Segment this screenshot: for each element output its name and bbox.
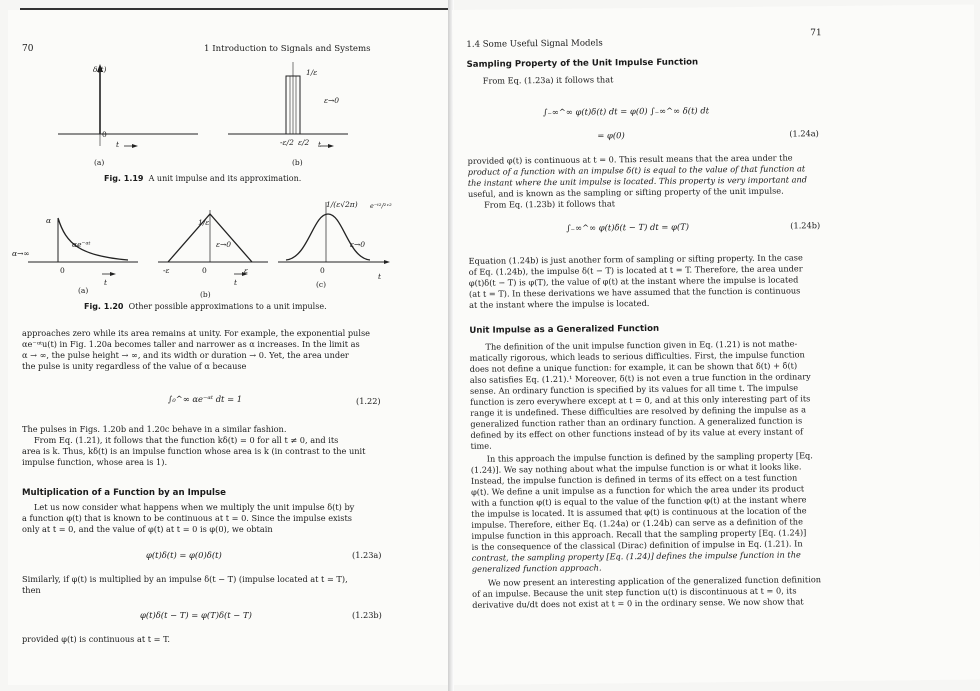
paragraph-line: a function φ(t) that is known to be continuous at t = 0. Since the impulse exists bbox=[22, 513, 352, 523]
subfig-label-b: (b) bbox=[292, 158, 303, 167]
running-head: 1 Introduction to Signals and Systems bbox=[204, 44, 371, 54]
paragraph-line: (at t = T). In these derivations we have assumed that the function is continuous bbox=[468, 285, 801, 299]
paragraph-line: From Eq. (1.21), it follows that the function kδ(t) = 0 for all t ≠ 0, and its bbox=[34, 435, 339, 445]
paragraph-line: at the instant where the impulse is located. bbox=[469, 297, 650, 310]
fig119-a bbox=[58, 64, 198, 148]
t-label: t bbox=[234, 278, 238, 287]
paragraph-line: φ(t)δ(t − T) is φ(T), the value of φ(t) at the instant where the impulse is located bbox=[468, 274, 799, 288]
zero-label: 0 bbox=[102, 130, 107, 139]
equation-1-23a: φ(t)δ(t) = φ(0)δ(t) bbox=[146, 550, 222, 560]
paragraph-line: We now present an interesting application of the generalized function definition bbox=[487, 574, 822, 588]
t-label: t bbox=[318, 140, 322, 149]
t-label: t bbox=[104, 278, 108, 287]
equation-number: (1.22) bbox=[356, 396, 381, 406]
paragraph-line: product of a function with an impulse δ(t) is equal to the value of that function at bbox=[467, 163, 806, 177]
gaussian-height-label: 1/(ε√2π) bbox=[326, 200, 358, 209]
equation-number: (1.23a) bbox=[352, 550, 382, 560]
fig120-c bbox=[278, 202, 390, 264]
paragraph-line: then bbox=[22, 585, 41, 595]
paragraph-line: From Eq. (1.23a) it follows that bbox=[482, 74, 614, 86]
paragraph-line: contrast, the sampling property [Eq. (1.24)] defines the impulse function in the bbox=[471, 549, 801, 563]
paragraph-line: αe⁻ᵅᵗu(t) in Fig. 1.20a becomes taller and narrower as α increases. In the limit as bbox=[22, 339, 360, 349]
page-number: 71 bbox=[810, 28, 822, 39]
paragraph-line: derivative du/dt does not exist at t = 0 in the ordinary sense. We now show that bbox=[472, 596, 804, 610]
paragraph-line: provided φ(t) is continuous at t = T. bbox=[22, 634, 170, 644]
height-label: 1/ε bbox=[198, 218, 210, 227]
paragraph-line: Equation (1.24b) is just another form of sampling or sifting property. In the case bbox=[468, 252, 803, 266]
epsilon-arrow-label: ε→0 bbox=[324, 96, 340, 105]
gaussian-exp-label: e⁻ᵗ²/²ᵋ² bbox=[370, 202, 392, 210]
paragraph-line: only at t = 0, and the value of φ(t) at t = 0 is φ(0), we obtain bbox=[22, 524, 273, 534]
zero-label: 0 bbox=[60, 266, 65, 275]
equation-1-22: ∫₀^∞ αe⁻ᵅᵗ dt = 1 bbox=[168, 394, 243, 404]
paragraph-line: generalized function approach. bbox=[471, 562, 602, 574]
paragraph-line: is the consequence of the classical (Dirac) definition of impulse in Eq. (1.21). In bbox=[471, 538, 803, 552]
equation-number: (1.23b) bbox=[352, 610, 382, 620]
paragraph-line: Instead, the impulse function is defined in terms of its effect on a test function bbox=[470, 472, 798, 486]
paragraph-line: defined by its effect on other functions instead of by its value at every instant of bbox=[470, 426, 804, 440]
t-label: t bbox=[378, 272, 382, 281]
paragraph-line: function is zero everywhere except at t = 0, and at this only interesting part of its bbox=[470, 393, 811, 407]
paragraph-line: also satisfies Eq. (1.21).¹ Moreover, δ(t) is not even a true function in the ordinary bbox=[469, 371, 811, 385]
paragraph-line: matically rigorous, which leads to serious difficulties. First, the impulse function bbox=[469, 349, 805, 363]
paragraph-line: the instant where the unit impulse is located. This property is very important and bbox=[467, 174, 808, 188]
paragraph-line: The definition of the unit impulse function given in Eq. (1.21) is not mathe- bbox=[485, 338, 798, 352]
right-page bbox=[452, 5, 980, 685]
paragraph-line: φ(t). We define a unit impulse as a function for which the area under its product bbox=[470, 483, 805, 497]
page-number: 70 bbox=[22, 44, 34, 54]
left-page bbox=[8, 10, 470, 685]
section-heading: Unit Impulse as a Generalized Function bbox=[469, 323, 660, 336]
subfig-label-a: (a) bbox=[78, 286, 89, 295]
neg-epsilon-label: -ε bbox=[163, 266, 170, 275]
equation-number: (1.24a) bbox=[789, 128, 819, 139]
figure-1-19 bbox=[48, 58, 348, 168]
subfig-label-b: (b) bbox=[200, 290, 211, 299]
exp-pulse-label: αe⁻ᵅᵗ bbox=[72, 240, 91, 249]
fig120-b bbox=[158, 210, 268, 276]
paragraph-line: impulse function in this approach. Recall that the sampling property [Eq. (1.24)] bbox=[471, 527, 807, 541]
equation-1-24a: ∫₋∞^∞ φ(t)δ(t) dt = φ(0) ∫₋∞^∞ δ(t) dt bbox=[543, 105, 710, 118]
equation-1-24b: ∫₋∞^∞ φ(t)δ(t − T) dt = φ(T) bbox=[566, 221, 690, 233]
paragraph-line: time. bbox=[470, 440, 492, 451]
paragraph-line: From Eq. (1.23b) it follows that bbox=[483, 198, 616, 210]
half-epsilon-label: ε/2 bbox=[298, 138, 310, 147]
subfig-label-a: (a) bbox=[94, 158, 105, 167]
alpha-label: α bbox=[46, 216, 52, 225]
paragraph-line: approaches zero while its area remains at unity. For example, the exponential pulse bbox=[22, 328, 370, 338]
equation-number: (1.24b) bbox=[790, 220, 821, 231]
section-heading: Multiplication of a Function by an Impulse bbox=[22, 488, 226, 498]
equation-1-24a-result: = φ(0) bbox=[597, 130, 625, 141]
paragraph-line: The pulses in Figs. 1.20b and 1.20c behave in a similar fashion. bbox=[22, 424, 287, 434]
neg-half-epsilon-label: -ε/2 bbox=[280, 138, 294, 147]
subfig-label-c: (c) bbox=[316, 280, 327, 289]
paragraph-line: the impulse is located. It is assumed that φ(t) is continuous at the location of the bbox=[471, 505, 807, 519]
paragraph-line: useful, and is known as the sampling or sifting property of the unit impulse. bbox=[467, 185, 784, 199]
zero-label: 0 bbox=[320, 266, 325, 275]
paragraph-line: range it is undefined. These difficulties are resolved by defining the impulse as a bbox=[470, 404, 807, 418]
paragraph-line: sense. An ordinary function is specified by its values for all time t. The impulse bbox=[469, 382, 799, 396]
figure-caption: Fig. 1.19 A unit impulse and its approximation. bbox=[104, 174, 302, 183]
epsilon-label: ε bbox=[244, 266, 249, 275]
delta-label: δ(t) bbox=[93, 65, 107, 74]
t-label: t bbox=[116, 140, 120, 149]
equation-1-23b: φ(t)δ(t − T) = φ(T)δ(t − T) bbox=[140, 610, 252, 620]
height-label: 1/ε bbox=[306, 68, 318, 77]
epsilon-arrow-label: ε→0 bbox=[350, 240, 366, 249]
zero-label: 0 bbox=[202, 266, 207, 275]
paragraph-line: the pulse is unity regardless of the value of α because bbox=[22, 361, 247, 371]
paragraph-line: α → ∞, the pulse height → ∞, and its width or duration → 0. Yet, the area under bbox=[22, 350, 349, 360]
paragraph-line: (1.24)]. We say nothing about what the impulse function is or what it looks like. bbox=[470, 461, 802, 475]
paragraph-line: Similarly, if φ(t) is multiplied by an impulse δ(t − T) (impulse located at t = T), bbox=[22, 574, 348, 584]
running-head: 1.4 Some Useful Signal Models bbox=[466, 38, 603, 50]
paragraph-line: area is k. Thus, kδ(t) is an impulse function whose area is k (in contrast to the unit bbox=[22, 446, 366, 456]
paragraph-line: does not define a unique function: for example, it can be shown that δ(t) + δ̇(t) bbox=[469, 360, 798, 374]
paragraph-line: of Eq. (1.24b), the impulse δ(t − T) is located at t = T. Therefore, the area under bbox=[468, 263, 803, 277]
alpha-arrow-label: α→∞ bbox=[12, 249, 30, 258]
epsilon-arrow-label: ε→0 bbox=[216, 240, 232, 249]
fig119-b bbox=[228, 62, 348, 148]
paragraph-line: of an impulse. Because the unit step function u(t) is discontinuous at t = 0, its bbox=[472, 585, 797, 599]
section-heading: Sampling Property of the Unit Impulse Function bbox=[466, 57, 699, 70]
paragraph-line: Let us now consider what happens when we multiply the unit impulse δ(t) by bbox=[34, 502, 355, 512]
paragraph-line: with a function φ(t) is equal to the value of the function φ(t) at the instant where bbox=[471, 494, 807, 508]
paragraph-line: impulse function, whose area is 1). bbox=[22, 457, 168, 467]
figure-caption: Fig. 1.20 Other possible approximations to a unit impulse. bbox=[84, 302, 327, 311]
paragraph-line: In this approach the impulse function is defined by the sampling property [Eq. bbox=[486, 450, 813, 464]
paragraph-line: generalized function rather than an ordinary function. A generalized function is bbox=[470, 415, 803, 429]
paragraph-line: impulse. Therefore, either Eq. (1.24a) or (1.24b) can serve as a definition of the bbox=[471, 516, 803, 530]
paragraph-line: provided φ(t) is continuous at t = 0. This result means that the area under the bbox=[467, 152, 793, 166]
